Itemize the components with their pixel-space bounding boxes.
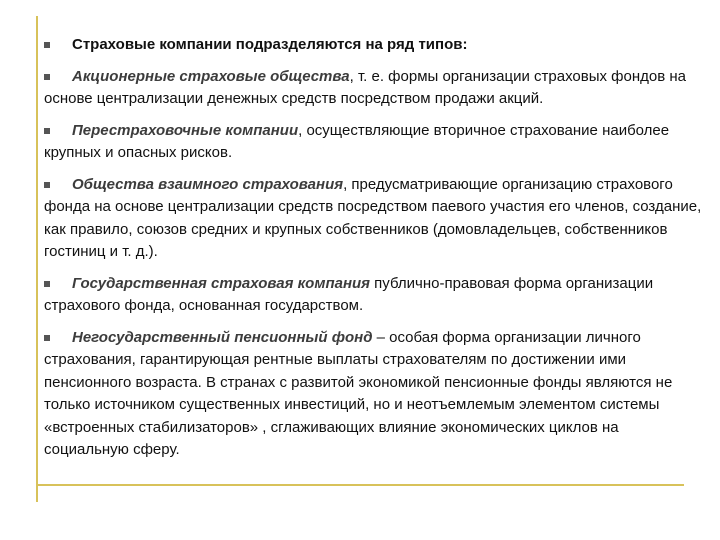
square-bullet-icon [44, 42, 50, 48]
square-bullet-icon [44, 182, 50, 188]
list-item [44, 120, 706, 165]
square-bullet-icon [44, 74, 50, 80]
list-item [44, 273, 706, 318]
heading-paragraph [44, 34, 706, 57]
item-term: Акционерные страховые общества [72, 67, 350, 85]
square-bullet-icon [44, 281, 50, 287]
frame-vertical-line [36, 16, 38, 502]
frame-horizontal-line [36, 484, 684, 486]
item-term: Перестраховочные компании [72, 121, 299, 139]
item-text: – особая форма организации личного страхования, гарантирующая рентные выплаты страхователям по достижении ими пенсионного возраста. В странах с развитой экономикой пенсионные фонды являются не только источником существенных инвестиций, но и неотъемлемым элементом системы «встроенных стабилизаторов» , сглаживающих влияние экономических циклов на социальную сферу. [44, 328, 673, 458]
square-bullet-icon [44, 128, 50, 134]
item-term: Общества взаимного страхования [72, 175, 344, 193]
item-text: публично-правовая форма организации страхового фонда, основанная государством. [44, 274, 654, 314]
list-item [44, 174, 706, 264]
heading-text: Страховые компании подразделяются на ряд типов: [72, 36, 468, 53]
item-text: , осуществляющие вторичное страхование наиболее крупных и опасных рисков. [44, 121, 670, 161]
item-term: Государственная страховая компания [72, 274, 371, 292]
item-term: Негосударственный пенсионный фонд [72, 328, 373, 346]
list-item [44, 327, 706, 462]
item-text: , предусматривающие организацию страхового фонда на основе централизации средств посредством паевого участия его членов, создание, как правило, союзов средних и крупных собственников (домовладельцев, собственников гостиниц и т. д.). [44, 175, 702, 260]
item-text: , т. е. формы организации страховых фондов на основе централизации денежных средств посредством продажи акций. [44, 67, 686, 107]
list-item [44, 66, 706, 111]
slide-content [44, 34, 706, 471]
square-bullet-icon [44, 335, 50, 341]
